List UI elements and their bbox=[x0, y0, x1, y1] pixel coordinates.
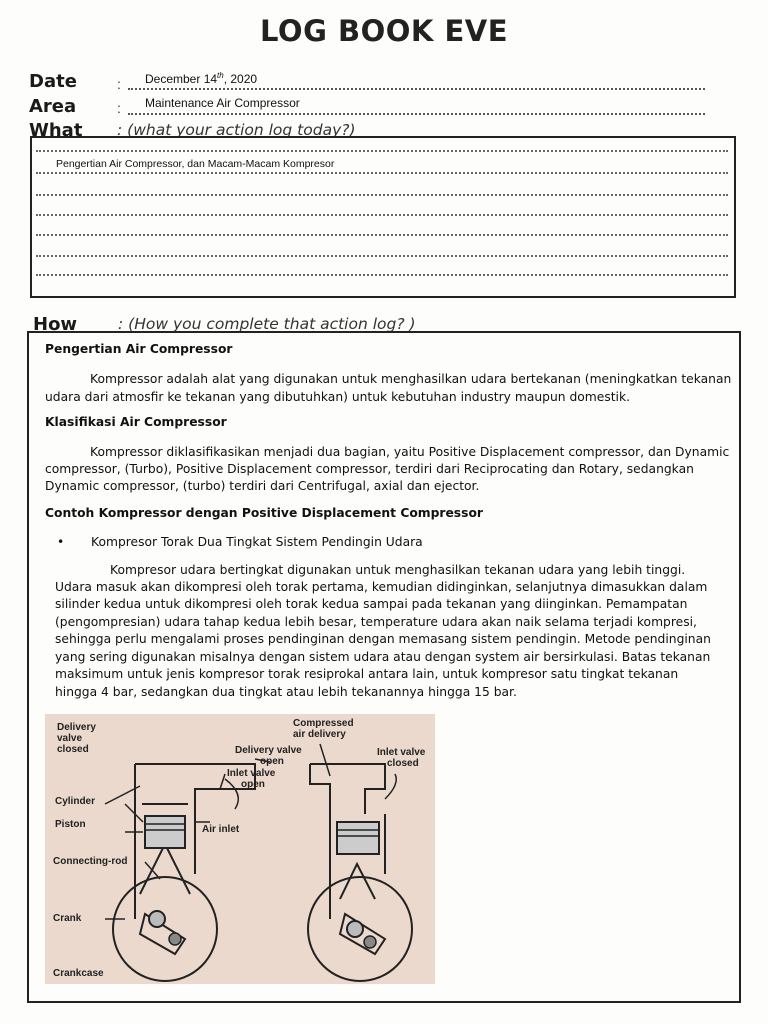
paragraph-klasifikasi: Kompressor diklasifikasikan menjadi dua bagian, yaitu Positive Displacement compressor, dan Dynamic compressor, (Turbo), Positive Displacement compressor, terdiri dari Reciprocating dan Rotary, sedangkan Dynamic compressor, (turbo) terdiri dari Centrifugal, axial dan ejector. bbox=[45, 444, 730, 494]
ruled-line bbox=[36, 194, 728, 196]
ruled-line bbox=[36, 150, 728, 152]
what-prompt: : (what your action log today?) bbox=[117, 121, 356, 139]
area-label: Area bbox=[29, 96, 77, 117]
date-colon: : bbox=[117, 76, 121, 92]
label-delivery-valve-open: open bbox=[260, 756, 284, 767]
area-colon: : bbox=[117, 100, 121, 116]
ruled-line bbox=[36, 172, 728, 174]
label-inlet-valve-open: Inlet valve bbox=[227, 768, 276, 779]
label-crankcase: Crankcase bbox=[53, 968, 104, 979]
how-content bbox=[45, 341, 733, 701]
heading-pengertian: Pengertian Air Compressor bbox=[45, 342, 233, 356]
ruled-line bbox=[36, 234, 728, 236]
date-value: December 14th, 2020 bbox=[145, 71, 258, 86]
label-cylinder: Cylinder bbox=[55, 796, 96, 807]
label-air-inlet: Air inlet bbox=[202, 824, 240, 835]
area-dotted-line bbox=[128, 113, 705, 115]
how-prompt: : (How you complete that action log? ) bbox=[118, 315, 416, 333]
how-label: How bbox=[33, 314, 78, 335]
bullet-item: • Kompresor Torak Dua Tingkat Sistem Pendingin Udara bbox=[45, 534, 733, 551]
paragraph-kompresor-torak: Kompresor udara bertingkat digunakan untuk menghasilkan tekanan udara yang lebih tinggi. Udara masuk akan dikompresi oleh torak pertama, kemudian didinginkan, selanjutnya dimasukkan dalam silinder kedua untuk dikompresi oleh torak kedua sampai pada tekanan yang diinginkan. Pemampatan (pengompresian) udara tahap kedua lebih besar, temperature udara akan naik selama terjadi kompresi, sehingga perlu mengalami proses pendinginan dengan memasang sistem pendingin. Metode pendinginan yang sering digunakan misalnya dengan sistem udara atau dengan system air bersirkulasi. Batas tekanan maksimum untuk jenis kompresor torak resiprokal antara lain, untuk kompresor satu tingkat tekanan hingga 4 bar, sedangkan dua tingkat atau lebih tekanannya hingga 15 bar. bbox=[55, 562, 711, 699]
date-label: Date bbox=[29, 71, 77, 92]
what-text: Pengertian Air Compressor, dan Macam-Macam Kompresor bbox=[56, 158, 335, 170]
label-piston: Piston bbox=[55, 819, 86, 830]
ruled-line bbox=[36, 214, 728, 216]
what-label: What bbox=[29, 120, 83, 141]
compressor-diagram-svg bbox=[45, 714, 435, 984]
label-inlet-valve-closed: closed bbox=[387, 758, 419, 769]
crank-pin-left bbox=[149, 911, 165, 927]
label-crank: Crank bbox=[53, 913, 82, 924]
paragraph-pengertian: Kompressor adalah alat yang digunakan untuk menghasilkan udara bertekanan (meningkatkan tekanan udara dari atmosfir ke tekanan yang dibutuhkan) untuk kebutuhan industry maupun domestik. bbox=[45, 372, 732, 404]
page-title: LOG BOOK EVE bbox=[259, 14, 509, 48]
ruled-line bbox=[36, 255, 728, 257]
ruled-line bbox=[36, 274, 728, 276]
what-box bbox=[30, 136, 736, 298]
label-connecting-rod: Connecting-rod bbox=[53, 856, 128, 867]
label-inlet-valve-open: open bbox=[241, 779, 265, 790]
area-value: Maintenance Air Compressor bbox=[145, 96, 300, 110]
date-dotted-line bbox=[128, 88, 705, 90]
label-compressed-air: Compressed bbox=[293, 718, 354, 729]
piston-left bbox=[145, 816, 185, 848]
label-delivery-valve-closed: valve bbox=[57, 733, 83, 744]
label-inlet-valve-closed: Inlet valve bbox=[377, 747, 426, 758]
label-delivery-valve-closed: closed bbox=[57, 744, 89, 755]
crank-pin-right bbox=[347, 921, 363, 937]
piston-right bbox=[337, 822, 379, 854]
heading-contoh: Contoh Kompressor dengan Positive Displacement Compressor bbox=[45, 505, 483, 520]
label-delivery-valve-closed: Delivery bbox=[57, 722, 96, 733]
heading-klasifikasi: Klasifikasi Air Compressor bbox=[45, 415, 227, 430]
label-compressed-air: air delivery bbox=[293, 729, 346, 740]
compressor-diagram bbox=[45, 714, 435, 984]
label-delivery-valve-open: Delivery valve bbox=[235, 745, 302, 756]
